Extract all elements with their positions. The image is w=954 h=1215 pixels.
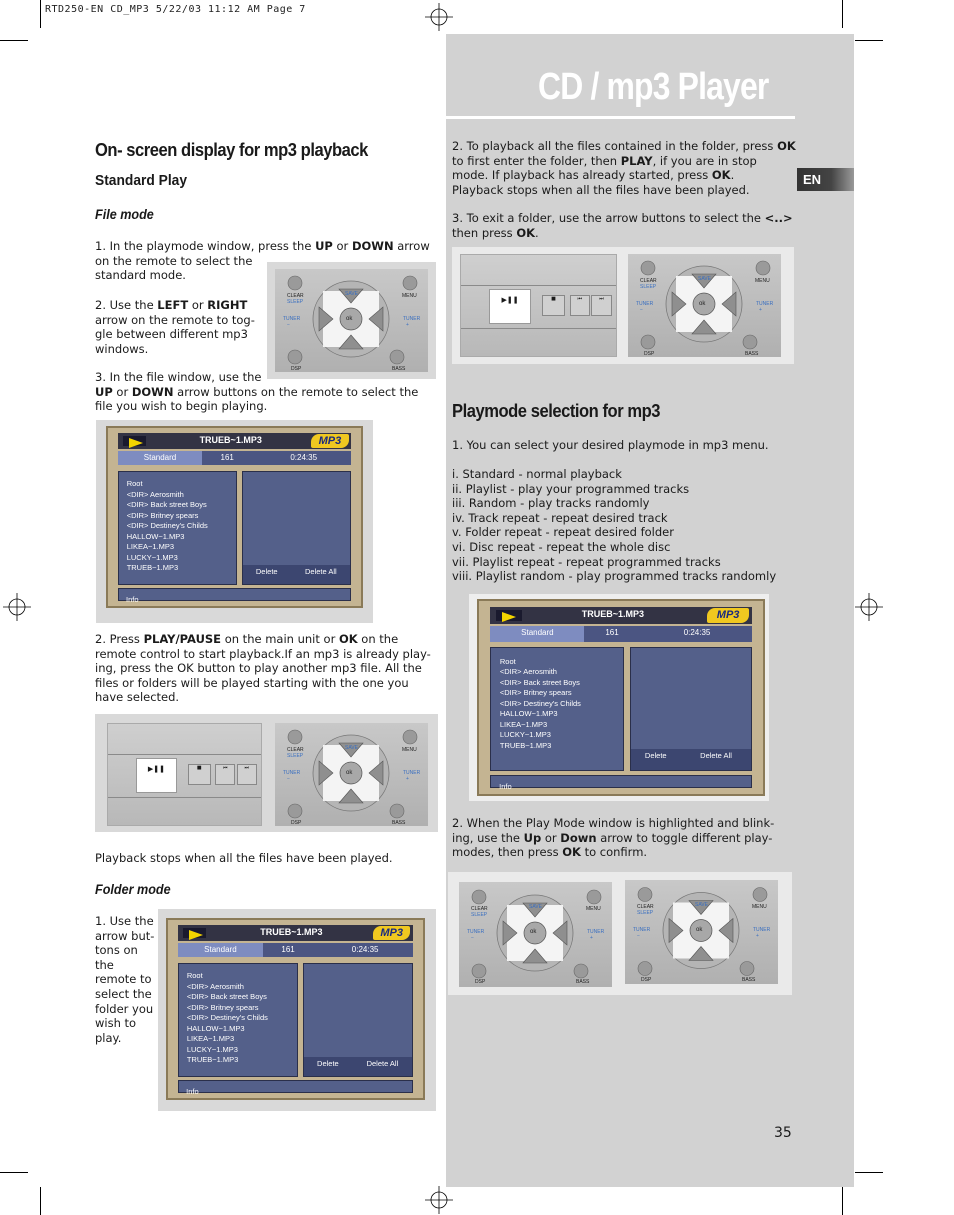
minus-label: −: [640, 307, 643, 313]
osd-status-bar: [490, 626, 751, 641]
tuner-minus-label: TUNER: [283, 316, 301, 322]
list-item[interactable]: TRUEB~1.MP3: [186, 1055, 239, 1065]
paragraph-stop-note: Playback stops when all the files have been played.: [95, 851, 393, 865]
menu-label: MENU: [586, 906, 601, 912]
crop-mark: [40, 1187, 41, 1215]
plus-label: +: [406, 322, 409, 328]
save-label: SAVE: [345, 291, 358, 297]
dsp-button[interactable]: [472, 964, 486, 978]
list-item: iii. Random - play tracks randomly: [452, 496, 650, 511]
bass-label: BASS: [392, 820, 406, 826]
ok-label: ok: [699, 301, 706, 307]
tuner-minus-label: TUNER: [283, 770, 301, 776]
clear-button[interactable]: [288, 276, 302, 290]
osd-track-name: TRUEB~1.MP3: [260, 926, 323, 937]
crop-mark: [842, 1187, 843, 1215]
list-item[interactable]: LIKEA~1.MP3: [126, 542, 175, 552]
list-item: viii. Playlist random - play programmed tracks randomly: [452, 569, 777, 584]
osd-info-bar: Info: [178, 1080, 413, 1092]
menu-label: MENU: [402, 293, 417, 299]
list-item[interactable]: <DIR> Destiney's Childs: [126, 521, 208, 531]
osd-file-list: [490, 647, 623, 771]
list-item: ii. Playlist - play your programmed tracks: [452, 481, 690, 496]
bass-button[interactable]: [574, 964, 588, 978]
osd-delete-button[interactable]: Delete: [317, 1058, 339, 1068]
plus-label: +: [590, 935, 593, 941]
clear-button[interactable]: [641, 261, 655, 275]
registration-mark-icon: [425, 1186, 453, 1214]
mp3-logo: MP3: [311, 434, 348, 448]
registration-mark-icon: [3, 593, 31, 621]
list-item[interactable]: <DIR> Britney spears: [126, 510, 199, 520]
list-item[interactable]: <DIR> Britney spears: [186, 1002, 259, 1012]
list-item: i. Standard - normal playback: [452, 467, 622, 481]
menu-label: MENU: [752, 904, 767, 910]
list-item[interactable]: HALLOW~1.MP3: [499, 709, 558, 719]
registration-mark-icon: [855, 593, 883, 621]
play-icon: [183, 928, 206, 938]
menu-button[interactable]: [587, 890, 601, 904]
tuner-plus-label: TUNER: [403, 316, 421, 322]
ok-label: ok: [346, 316, 353, 322]
sleep-label: SLEEP: [287, 753, 304, 759]
osd-delete-all-button[interactable]: Delete All: [700, 751, 732, 761]
list-item[interactable]: HALLOW~1.MP3: [126, 531, 185, 541]
paragraph-file-step1: 1. In the playmode window, press the UP or DOWN arrow on the remote to select the standard mode.: [95, 239, 430, 283]
osd-screen: [106, 426, 363, 608]
next-button[interactable]: ⏭: [591, 295, 612, 315]
dsp-label: DSP: [291, 366, 302, 372]
tuner-plus-label: TUNER: [587, 929, 605, 935]
tuner-minus-label: TUNER: [636, 301, 654, 307]
prev-button[interactable]: ⏮: [570, 295, 591, 315]
list-item: vi. Disc repeat - repeat the whole disc: [452, 539, 671, 554]
osd-file-list: [118, 471, 237, 585]
list-item: vii. Playlist repeat - repeat programmed tracks: [452, 554, 721, 569]
figure-osd-folder: [158, 909, 436, 1111]
plus-label: +: [759, 307, 762, 313]
osd-status-bar: [178, 943, 413, 957]
list-item[interactable]: TRUEB~1.MP3: [499, 740, 552, 750]
mp3-logo: MP3: [707, 608, 749, 623]
osd-title-bar: [490, 607, 751, 624]
save-label: SAVE: [529, 904, 542, 910]
minus-label: −: [287, 776, 290, 782]
tuner-minus-label: TUNER: [467, 929, 485, 935]
tuner-plus-label: TUNER: [753, 927, 771, 933]
osd-delete-all-button[interactable]: Delete All: [366, 1058, 399, 1068]
main-unit-photo: [107, 723, 262, 826]
tuner-minus-label: TUNER: [633, 927, 651, 933]
menu-label: MENU: [755, 278, 770, 284]
crop-mark: [855, 40, 883, 41]
tuner-plus-label: TUNER: [756, 301, 774, 307]
save-label: SAVE: [345, 745, 358, 751]
osd-delete-button[interactable]: Delete: [255, 566, 278, 576]
figure-unit-remote: [452, 247, 794, 364]
plus-label: +: [406, 776, 409, 782]
osd-playmode[interactable]: Standard: [490, 626, 584, 641]
figure-unit-remote: [95, 714, 438, 832]
crop-mark: [855, 1172, 883, 1173]
list-item[interactable]: Root: [499, 656, 516, 666]
title-underline: [446, 116, 795, 119]
menu-button[interactable]: [753, 888, 767, 902]
ok-label: ok: [530, 929, 537, 935]
osd-track-name: TRUEB~1.MP3: [581, 608, 645, 619]
play-icon: [496, 610, 522, 621]
clear-button[interactable]: [472, 890, 486, 904]
play-pause-button[interactable]: ▶❚❚: [136, 758, 178, 792]
list-item[interactable]: <DIR> Back street Boys: [499, 677, 580, 687]
crop-mark: [0, 1172, 28, 1173]
osd-title-bar: [178, 925, 413, 941]
section-heading-playmode: Playmode selection for mp3: [452, 401, 660, 421]
save-label: SAVE: [695, 902, 708, 908]
list-item: v. Folder repeat - repeat desired folder: [452, 525, 674, 540]
play-pause-button[interactable]: ▶❚❚: [489, 289, 531, 323]
paragraph-folder-step1: 1. Use the arrow but- tons on the remote to select the folder you wish to play.: [95, 914, 155, 1045]
menu-button[interactable]: [403, 276, 417, 290]
sleep-label: SLEEP: [637, 910, 654, 916]
osd-delete-button[interactable]: Delete: [644, 751, 667, 761]
stop-button[interactable]: ■: [542, 295, 566, 315]
osd-program-list: [242, 471, 351, 585]
osd-title-bar: [118, 433, 351, 449]
osd-program-list: [630, 647, 752, 771]
sleep-label: SLEEP: [640, 284, 657, 290]
dsp-button[interactable]: [288, 350, 302, 364]
registration-mark-icon: [425, 3, 453, 31]
tuner-plus-label: TUNER: [403, 770, 421, 776]
minus-label: −: [471, 935, 474, 941]
list-item[interactable]: LUCKY~1.MP3: [186, 1044, 238, 1054]
remote-photo: [275, 269, 428, 372]
osd-status-bar: [118, 451, 351, 465]
list-item[interactable]: <DIR> Aerosmith: [186, 981, 244, 991]
menu-label: MENU: [402, 747, 417, 753]
clear-button[interactable]: [638, 888, 652, 902]
main-unit-photo: [460, 254, 617, 357]
list-item[interactable]: <DIR> Aerosmith: [499, 667, 557, 677]
minus-label: −: [637, 933, 640, 939]
dsp-label: DSP: [641, 977, 652, 983]
osd-time: 0:24:35: [351, 945, 379, 955]
list-item[interactable]: LUCKY~1.MP3: [126, 552, 178, 562]
print-header: RTD250-EN CD_MP3 5/22/03 11:12 AM Page 7: [45, 4, 306, 15]
paragraph-playmode-step1: 1. You can select your desired playmode in mp3 menu.: [452, 438, 769, 452]
paragraph-file-step3: 3. In the file window, use the UP or DOWN arrow buttons on the remote to select the file you wish to begin playing.: [95, 370, 419, 414]
figure-osd-playmode: [469, 594, 769, 801]
sleep-label: SLEEP: [471, 912, 488, 918]
plus-label: +: [756, 933, 759, 939]
remote-photo: [459, 882, 612, 987]
list-item[interactable]: LIKEA~1.MP3: [499, 719, 548, 729]
bass-button[interactable]: [390, 804, 404, 818]
page-number: 35: [774, 1125, 792, 1141]
osd-screen: [477, 599, 765, 796]
clear-label: CLEAR: [287, 747, 304, 753]
figure-remote: [267, 262, 436, 379]
paragraph-folder-step3: 3. To exit a folder, use the arrow buttons to select the <..> then press OK.: [452, 211, 793, 240]
list-item[interactable]: <DIR> Britney spears: [499, 688, 572, 698]
stop-button[interactable]: ■: [188, 764, 211, 784]
remote-photo: [275, 723, 428, 826]
osd-track-number: 161: [220, 453, 234, 463]
paragraph-playmode-step2: 2. When the Play Mode window is highlighted and blink- ing, use the Up or Down arrow to toggle different play- modes, then press OK to confirm.: [452, 816, 775, 860]
clear-label: CLEAR: [471, 906, 488, 912]
bass-button[interactable]: [743, 335, 757, 349]
list-item[interactable]: HALLOW~1.MP3: [186, 1023, 245, 1033]
bass-label: BASS: [742, 977, 756, 983]
clear-label: CLEAR: [640, 278, 657, 284]
clear-button[interactable]: [288, 730, 302, 744]
menu-button[interactable]: [756, 261, 770, 275]
osd-track-number: 161: [281, 945, 295, 955]
bass-label: BASS: [392, 366, 406, 372]
sleep-label: SLEEP: [287, 299, 304, 305]
crop-mark: [40, 0, 41, 28]
osd-time: 0:24:35: [683, 628, 711, 638]
menu-button[interactable]: [403, 730, 417, 744]
list-item[interactable]: Root: [186, 971, 203, 981]
figure-two-remotes: [448, 872, 792, 995]
dsp-button[interactable]: [641, 335, 655, 349]
bass-button[interactable]: [390, 350, 404, 364]
dsp-button[interactable]: [288, 804, 302, 818]
list-item[interactable]: LUCKY~1.MP3: [499, 730, 551, 740]
osd-track-number: 161: [605, 628, 619, 638]
save-label: SAVE: [698, 276, 711, 282]
paragraph-file-step2: 2. Use the LEFT or RIGHT arrow on the remote to tog- gle between different mp3 windows.: [95, 298, 255, 356]
playmode-list: [452, 467, 776, 584]
dsp-label: DSP: [291, 820, 302, 826]
mp3-logo: MP3: [373, 926, 411, 940]
list-item[interactable]: TRUEB~1.MP3: [126, 563, 179, 573]
list-item[interactable]: <DIR> Back street Boys: [126, 500, 207, 510]
bass-label: BASS: [745, 351, 759, 357]
dsp-label: DSP: [644, 351, 655, 357]
osd-time: 0:24:35: [290, 453, 318, 463]
osd-file-list: [178, 963, 298, 1077]
osd-info-bar: Info: [490, 775, 751, 789]
page-title: CD / mp3 Player: [538, 66, 769, 108]
remote-photo: [625, 880, 778, 984]
clear-label: CLEAR: [637, 904, 654, 910]
prev-button[interactable]: ⏮: [215, 764, 235, 784]
ok-label: ok: [346, 770, 353, 776]
bass-label: BASS: [576, 979, 590, 985]
list-item[interactable]: <DIR> Destiney's Childs: [499, 698, 581, 708]
osd-delete-all-button[interactable]: Delete All: [305, 566, 337, 576]
file-mode-heading: File mode: [95, 206, 154, 222]
crop-mark: [0, 40, 28, 41]
subsection-heading: Standard Play: [95, 172, 188, 189]
list-item[interactable]: <DIR> Destiney's Childs: [186, 1013, 268, 1023]
list-item[interactable]: Root: [126, 479, 143, 489]
ok-label: ok: [696, 927, 703, 933]
bass-button[interactable]: [740, 962, 754, 976]
osd-program-list: [303, 963, 413, 1077]
osd-info-bar: Info: [118, 588, 351, 600]
paragraph-play-step: 2. Press PLAY/PAUSE on the main unit or OK on the remote control to start playback.If an mp3 is already play- ing, press the OK button to play another mp3 file. All the files or folders will be played starting with the one you have selected.: [95, 632, 431, 705]
osd-playmode[interactable]: Standard: [178, 943, 262, 957]
osd-playmode[interactable]: Standard: [118, 451, 202, 465]
osd-screen: [166, 918, 425, 1100]
dsp-label: DSP: [475, 979, 486, 985]
folder-mode-heading: Folder mode: [95, 881, 171, 897]
figure-osd-file: [96, 420, 373, 623]
next-button[interactable]: ⏭: [237, 764, 257, 784]
list-item[interactable]: LIKEA~1.MP3: [186, 1034, 235, 1044]
crop-mark: [842, 0, 843, 28]
list-item: iv. Track repeat - repeat desired track: [452, 510, 668, 525]
clear-label: CLEAR: [287, 293, 304, 299]
osd-track-name: TRUEB~1.MP3: [199, 434, 262, 445]
dsp-button[interactable]: [638, 962, 652, 976]
section-heading: On- screen display for mp3 playback: [95, 140, 368, 160]
list-item[interactable]: <DIR> Back street Boys: [186, 992, 267, 1002]
play-icon: [123, 436, 146, 446]
paragraph-folder-step2: 2. To playback all the files contained in the folder, press OK to first enter the folder, then PLAY, if you are in stop mode. If playback has already started, press OK. Playback stops when all the files have been played.: [452, 139, 796, 197]
minus-label: −: [287, 322, 290, 328]
language-tab: EN: [797, 168, 854, 191]
list-item[interactable]: <DIR> Aerosmith: [126, 489, 184, 499]
remote-photo: [628, 254, 781, 357]
